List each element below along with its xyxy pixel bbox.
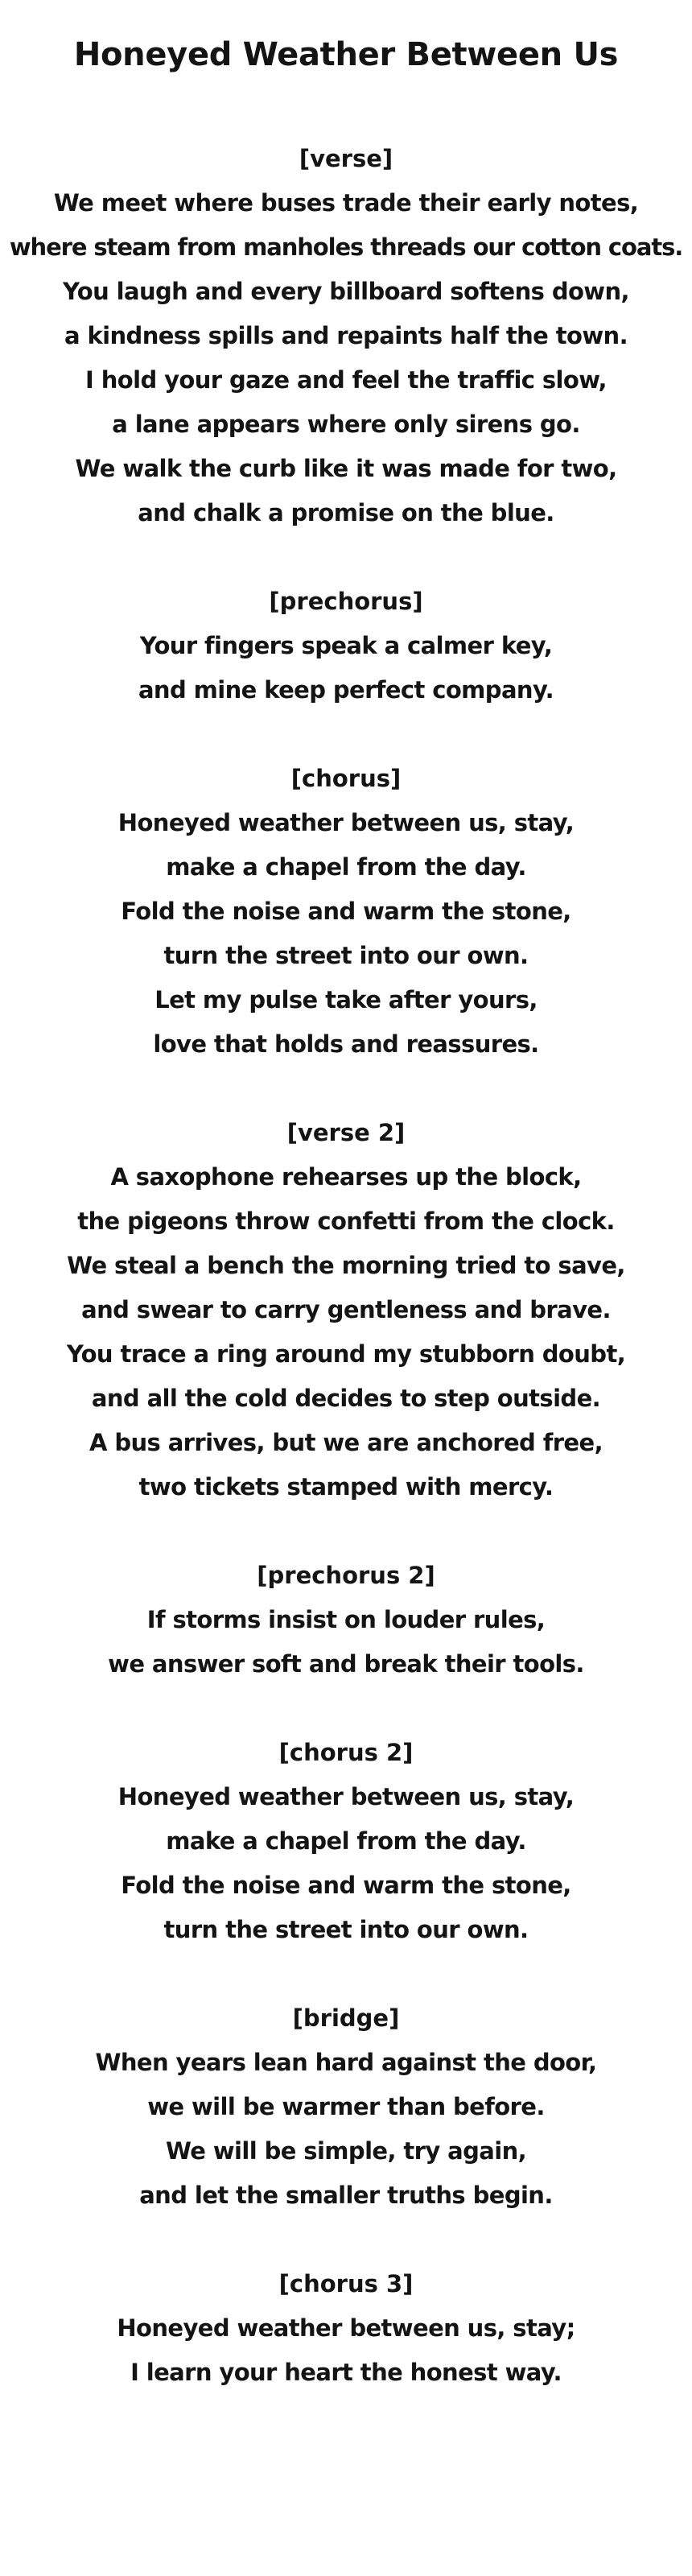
lyric-line: make a chapel from the day. [166,853,526,881]
section-label: [prechorus 2] [257,1562,435,1589]
lyric-line: Honeyed weather between us, stay; [117,2314,575,2342]
lyric-line: I hold your gaze and feel the traffic slow, [85,366,607,394]
lyric-line: make a chapel from the day. [166,1827,526,1855]
lyric-section [0,1731,692,1952]
lyric-section [0,1996,692,2218]
lyric-section [0,757,692,1067]
lyric-line: When years lean hard against the door, [95,2049,597,2076]
section-label: [chorus] [290,765,402,792]
lyric-line: love that holds and reassures. [153,1030,539,1058]
section-label: [verse] [299,145,393,172]
lyric-line: Let my pulse take after yours, [154,986,538,1013]
section-label: [verse 2] [286,1119,406,1146]
section-label: [prechorus] [269,588,423,615]
lyric-line: I learn your heart the honest way. [130,2359,562,2386]
song-title: Honeyed Weather Between Us [73,36,619,73]
lyric-section [0,580,692,712]
lyric-line: We steal a bench the morning tried to save, [67,1252,625,1279]
lyric-section [0,1111,692,1509]
lyric-line: and swear to carry gentleness and brave. [81,1296,611,1323]
lyric-line: and mine keep perfect company. [138,676,554,704]
lyric-line: A bus arrives, but we are anchored free, [89,1429,603,1456]
lyric-line: If storms insist on louder rules, [146,1606,546,1633]
lyric-section [0,2262,692,2395]
lyrics-body [0,137,692,2439]
lyric-line: Honeyed weather between us, stay, [117,809,575,836]
lyric-line: A saxophone rehearses up the block, [110,1163,582,1191]
lyric-line: and let the smaller truths begin. [139,2182,553,2209]
lyric-line: a lane appears where only sirens go. [112,411,580,438]
lyric-line: a kindness spills and repaints half the town. [64,322,628,349]
lyric-line: and all the cold decides to step outside. [91,1385,601,1412]
lyric-line: Fold the noise and warm the stone, [121,1872,571,1899]
lyric-section [0,1554,692,1686]
lyric-line: You trace a ring around my stubborn doubt, [66,1340,626,1368]
lyric-line: the pigeons throw confetti from the clock. [77,1208,615,1235]
lyric-line: We walk the curb like it was made for two, [75,455,617,482]
section-label: [chorus 2] [278,1739,414,1766]
lyric-line: and chalk a promise on the blue. [138,499,554,526]
lyric-line: Fold the noise and warm the stone, [121,898,571,925]
lyric-line: turn the street into our own. [163,942,529,969]
lyric-line: You laugh and every billboard softens down, [63,278,629,305]
lyric-line: Your fingers speak a calmer key, [139,632,553,659]
lyric-line: We meet where buses trade their early notes, [53,189,639,217]
section-label: [bridge] [292,2004,400,2032]
lyric-line: Honeyed weather between us, stay, [117,1783,575,1810]
lyric-line: where steam from manholes threads our cotton coats. [9,233,683,261]
lyric-section [0,137,692,535]
lyric-line: turn the street into our own. [163,1916,529,1943]
lyric-line: we will be warmer than before. [147,2093,545,2120]
lyric-line: we answer soft and break their tools. [108,1650,584,1678]
lyric-line: We will be simple, try again, [165,2137,527,2165]
lyric-line: two tickets stamped with mercy. [138,1473,554,1501]
section-label: [chorus 3] [278,2270,414,2297]
